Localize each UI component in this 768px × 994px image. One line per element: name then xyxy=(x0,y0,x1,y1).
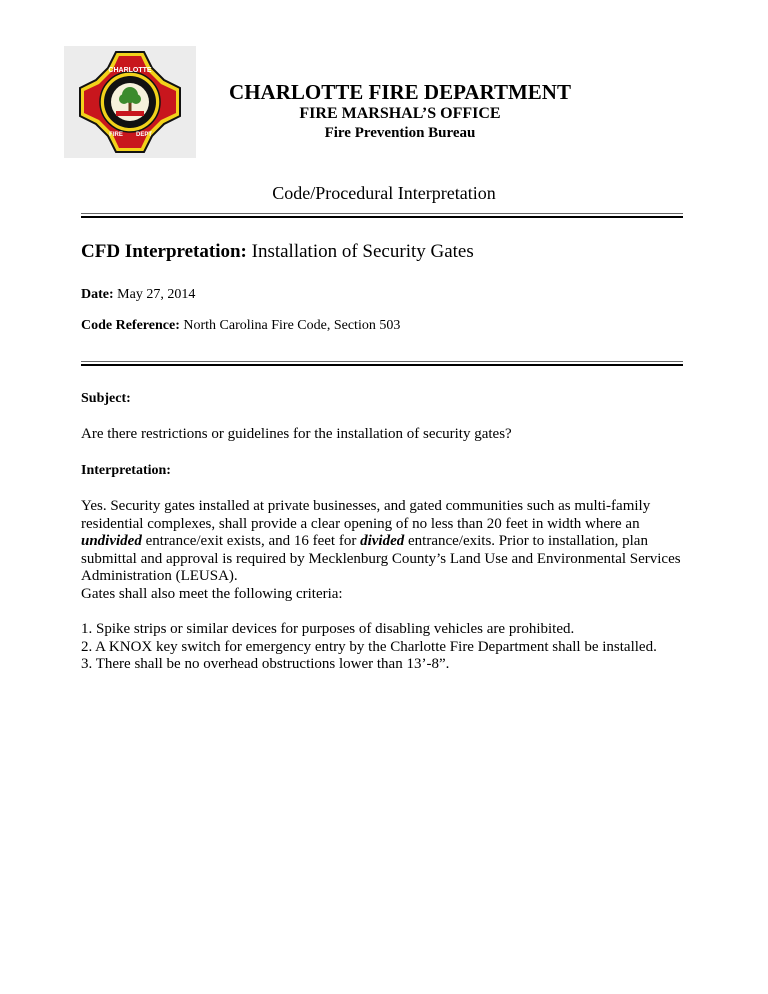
date-line xyxy=(81,286,691,304)
document-type-title: Code/Procedural Interpretation xyxy=(272,183,496,203)
date-label: Date: xyxy=(81,287,114,302)
interpretation-subject: Installation of Security Gates xyxy=(246,241,474,262)
bureau-title: Fire Prevention Bureau xyxy=(324,125,476,141)
interpretation-body xyxy=(81,498,691,586)
logo-top-text: CHARLOTTE xyxy=(108,67,152,74)
code-reference-line xyxy=(81,317,691,335)
logo-left-text: FIRE xyxy=(109,132,123,138)
logo-right-text: DEPT xyxy=(135,132,153,138)
interpretation-title xyxy=(81,243,691,261)
body-text-part-1: Yes. Security gates installed at private businesses, and gated communities such as multi-family residential complexes, shall provide a clear opening of no less than 20 feet in width where an xyxy=(81,498,651,532)
office-title: FIRE MARSHAL’S OFFICE xyxy=(299,105,501,122)
criteria-list xyxy=(81,621,691,674)
criteria-item: 3. There shall be no overhead obstructions lower than 13’-8”. xyxy=(81,656,450,672)
fire-department-logo xyxy=(64,46,196,158)
interpretation-heading: Interpretation: xyxy=(81,463,171,478)
department-title: CHARLOTTE FIRE DEPARTMENT xyxy=(229,80,571,104)
subject-text: Are there restrictions or guidelines for the installation of security gates? xyxy=(81,426,512,442)
body-text-part-2: entrance/exit exists, and 16 feet for xyxy=(141,533,361,549)
emphasis-undivided: undivided xyxy=(81,533,142,549)
criteria-item: 2. A KNOX key switch for emergency entry by the Charlotte Fire Department shall be installed. xyxy=(81,638,657,655)
top-divider xyxy=(81,213,683,218)
code-reference-value: North Carolina Fire Code, Section 503 xyxy=(179,318,401,333)
emphasis-divided: divided xyxy=(360,533,405,549)
date-value: May 27, 2014 xyxy=(113,287,196,302)
subject-heading: Subject: xyxy=(81,391,131,406)
body-text-part-3: entrance/exits. Prior to installation, plan submittal and approval is required by Mecklenburg County’s Land Use and Environmental Services Administration (LEUSA). xyxy=(81,533,681,584)
code-reference-label: Code Reference: xyxy=(81,318,180,333)
middle-divider xyxy=(81,361,683,366)
maltese-cross-badge-icon xyxy=(64,46,196,158)
interpretation-label: CFD Interpretation: xyxy=(81,241,247,262)
criteria-item: 1. Spike strips or similar devices for purposes of disabling vehicles are prohibited. xyxy=(81,621,575,637)
criteria-intro: Gates shall also meet the following criteria: xyxy=(81,586,343,602)
